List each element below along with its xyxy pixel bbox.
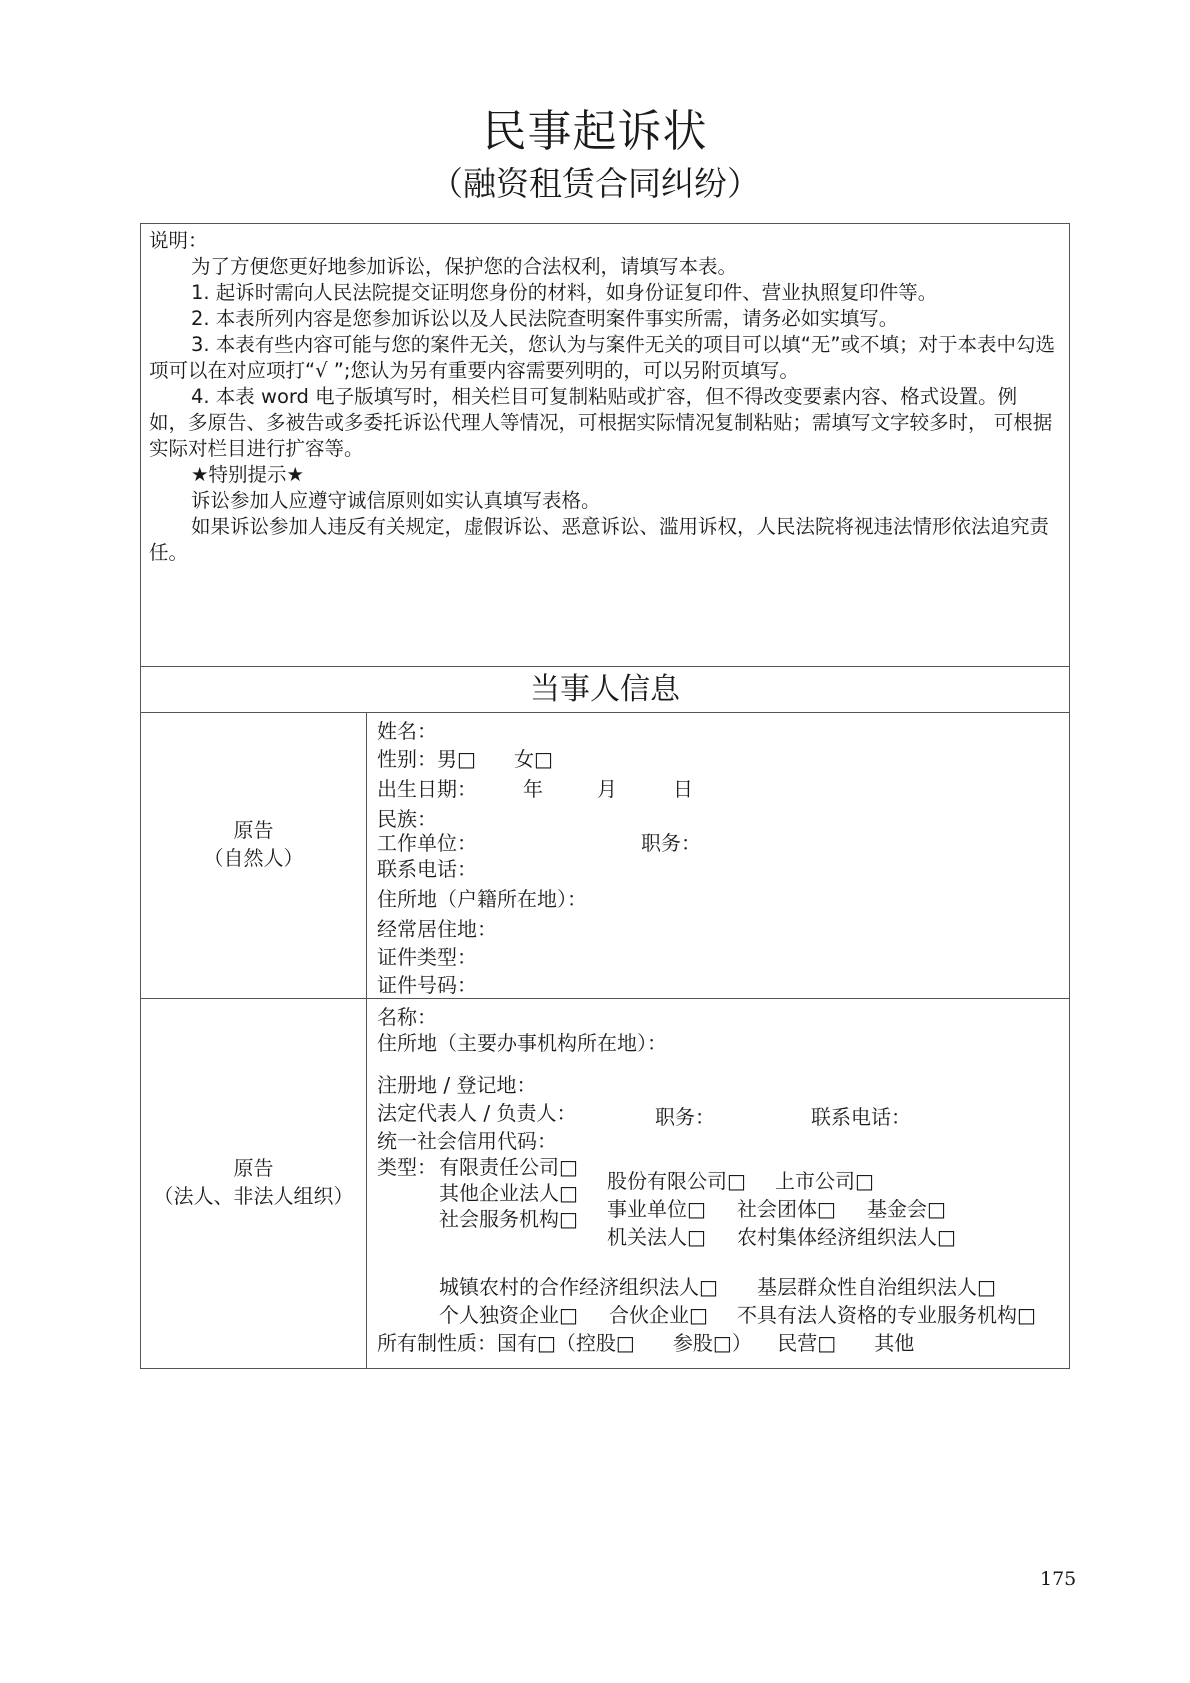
plaintiff-legal-label-line2: （法人、非法人组织） [153,1184,354,1208]
type-social-service-option[interactable]: 社会服务机构□ [439,1207,578,1231]
natural-name-field[interactable]: 姓名： [377,719,437,743]
instruction-item-1: 1. 起诉时需向人民法院提交证明您身份的材料，如身份证复印件、营业执照复印件等。 [191,281,938,304]
divider-plaintiff-rows [141,998,1069,999]
legal-credit-code-field[interactable]: 统一社会信用代码： [377,1129,557,1153]
divider-party-title [141,712,1069,713]
special-notice-2: 如果诉讼参加人违反有关规定，虚假诉讼、恶意诉讼、滥用诉权，人民法院将视违法情形依法追究责任。 [149,515,1050,564]
plaintiff-natural-label-line2: （自然人） [203,846,304,870]
complaint-form-table [140,223,1070,1369]
legal-address-field[interactable]: 住所地（主要办事机构所在地）： [377,1031,667,1055]
document-subtitle: （融资租赁合同纠纷） [430,164,760,203]
instructions-block [149,228,1059,566]
natural-position-field[interactable]: 职务： [641,831,701,855]
type-public-institution-option[interactable]: 事业单位□ [607,1197,706,1221]
natural-domicile-field[interactable]: 住所地（户籍所在地）： [377,887,587,911]
natural-ethnicity-field[interactable]: 民族： [377,807,437,831]
special-notice-title: ★特别提示★ [191,463,304,486]
type-social-group-option[interactable]: 社会团体□ [737,1197,836,1221]
type-sole-proprietorship-option[interactable]: 个人独资企业□ [439,1303,578,1327]
natural-birth-month[interactable]: 月 [597,777,617,801]
legal-registered-field[interactable]: 注册地 / 登记地： [377,1073,537,1097]
legal-type-label: 类型： [377,1155,437,1179]
type-grassroots-option[interactable]: 基层群众性自治组织法人□ [757,1275,996,1299]
plaintiff-legal-label-line1: 原告 [233,1156,274,1180]
party-info-title: 当事人信息 [530,672,680,707]
type-cooperative-option[interactable]: 城镇农村的合作经济组织法人□ [439,1275,718,1299]
natural-work-unit-field[interactable]: 工作单位： [377,831,477,855]
legal-rep-field[interactable]: 法定代表人 / 负责人： [377,1101,577,1125]
instructions-intro: 为了方便您更好地参加诉讼，保护您的合法权利，请填写本表。 [191,255,738,278]
ownership-field[interactable]: 所有制性质：国有□（控股□ 参股□） 民营□ 其他 [377,1331,915,1355]
legal-position-field[interactable]: 职务： [655,1105,715,1129]
type-rural-collective-option[interactable]: 农村集体经济组织法人□ [737,1225,956,1249]
column-divider [366,712,367,1368]
legal-name-field[interactable]: 名称： [377,1005,437,1029]
page-number: 175 [1040,1568,1077,1590]
instruction-item-4: 4. 本表 word 电子版填写时，相关栏目可复制粘贴或扩容，但不得改变要素内容、格式设置。例 如，多原告、多被告或多委托诉讼代理人等情况，可根据实际情况复制粘贴；需填写文字较多时， 可根据实际对栏目进行扩容等。 [149,385,1053,460]
natural-id-number-field[interactable]: 证件号码： [377,973,477,997]
plaintiff-natural-label [141,816,366,872]
natural-birth-day[interactable]: 日 [673,777,693,801]
type-partnership-option[interactable]: 合伙企业□ [609,1303,708,1327]
type-government-option[interactable]: 机关法人□ [607,1225,706,1249]
natural-residence-field[interactable]: 经常居住地： [377,917,497,941]
natural-birth-label: 出生日期： [377,777,477,801]
type-joint-stock-option[interactable]: 股份有限公司□ [607,1169,746,1193]
document-title: 民事起诉状 [482,106,708,157]
natural-phone-field[interactable]: 联系电话： [377,857,477,881]
natural-id-type-field[interactable]: 证件类型： [377,945,477,969]
type-foundation-option[interactable]: 基金会□ [867,1197,946,1221]
type-other-enterprise-option[interactable]: 其他企业法人□ [439,1181,578,1205]
plaintiff-natural-label-line1: 原告 [233,818,274,842]
type-llc-option[interactable]: 有限责任公司□ [439,1155,578,1179]
type-listed-option[interactable]: 上市公司□ [775,1169,874,1193]
instruction-item-2: 2. 本表所列内容是您参加诉讼以及人民法院查明案件事实所需，请务必如实填写。 [191,307,899,330]
plaintiff-legal-label [141,1154,366,1210]
special-notice-1: 诉讼参加人应遵守诚信原则如实认真填写表格。 [191,489,601,512]
legal-phone-field[interactable]: 联系电话： [811,1105,911,1129]
divider-notes [141,666,1069,667]
natural-birth-year[interactable]: 年 [523,777,543,801]
natural-gender-field[interactable]: 性别：男□ 女□ [377,747,553,771]
instruction-item-3: 3. 本表有些内容可能与您的案件无关，您认为与案件无关的项目可以填“无”或不填；对于本表中勾选项可以在对应项打“√ ”;您认为另有重要内容需要列明的，可以另附页填写。 [149,333,1056,382]
instructions-label: 说明： [149,229,208,252]
type-non-legal-service-option[interactable]: 不具有法人资格的专业服务机构□ [737,1303,1036,1327]
